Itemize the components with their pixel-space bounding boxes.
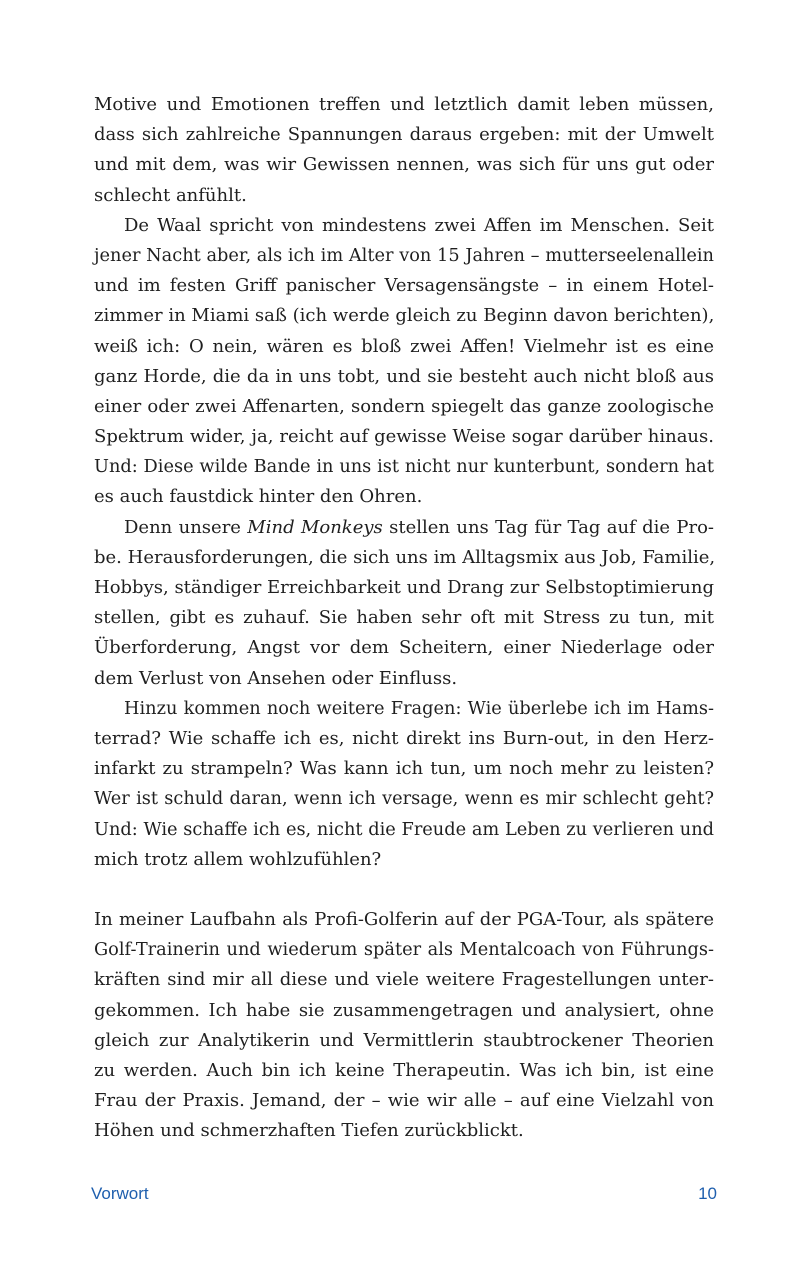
text-line: und im festen Griff panischer Versagensängste – in einem Hotel- — [94, 275, 714, 297]
text-line: In meiner Laufbahn als Profi-Golferin auf der PGA-Tour, als spätere — [94, 909, 714, 931]
book-title-italic: Mind Monkeys — [247, 516, 383, 538]
text-line: De Waal spricht von mindestens zwei Affen im Menschen. Seit — [124, 214, 714, 236]
text-line: terrad? Wie schaffe ich es, nicht direkt ins Burn-out, in den Herz- — [94, 727, 714, 749]
text-line: ganz Horde, die da in uns tobt, und sie besteht auch nicht bloß aus — [94, 365, 714, 387]
text-line: Und: Diese wilde Bande in uns ist nicht nur kunterbunt, sondern hat — [94, 457, 714, 478]
text-line: kräften sind mir all diese und viele weitere Fragestellungen unter- — [94, 969, 714, 991]
paragraph-gap — [94, 875, 714, 905]
text-line: zimmer in Miami saß (ich werde gleich zu Beginn davon berichten), — [94, 305, 715, 327]
text-line: weiß ich: O nein, wären es bloß zwei Affen! Vielmehr ist es eine — [94, 335, 714, 357]
text-line: schlecht anfühlt. — [94, 184, 247, 206]
text-run: Denn unsere — [124, 516, 248, 538]
text-line: dass sich zahlreiche Spannungen daraus ergeben: mit der Umwelt — [94, 124, 714, 146]
text-line: Spektrum wider, ja, reicht auf gewisse Weise sogar darüber hinaus. — [94, 426, 714, 448]
book-page-body — [94, 90, 714, 1147]
text-line: Golf-Trainerin und wiederum später als Mentalcoach von Führungs- — [94, 940, 714, 961]
text-line: und mit dem, was wir Gewissen nennen, was sich für uns gut oder — [94, 154, 714, 176]
text-line: dem Verlust von Ansehen oder Einfluss. — [94, 667, 458, 689]
text-line: Hinzu kommen noch weitere Fragen: Wie überlebe ich im Hams- — [124, 698, 714, 719]
text-line: Frau der Praxis. Jemand, der – wie wir alle – auf eine Vielzahl von — [94, 1090, 714, 1112]
page-number: 10 — [698, 1184, 717, 1203]
text-line: Und: Wie schaffe ich es, nicht die Freude am Leben zu verlieren und — [94, 819, 714, 840]
text-line: Hobbys, ständiger Erreichbarkeit und Drang zur Selbstoptimierung — [94, 577, 714, 598]
text-line: Höhen und schmerzhaften Tiefen zurückblickt. — [94, 1120, 524, 1142]
text-line: infarkt zu strampeln? Was kann ich tun, um noch mehr zu leisten? — [94, 758, 714, 780]
text-line: Motive und Emotionen treffen und letztlich damit leben müssen, — [94, 94, 714, 115]
text-line: Überforderung, Angst vor dem Scheitern, einer Niederlage oder — [94, 637, 714, 659]
page-footer — [91, 1184, 717, 1208]
text-line: es auch faustdick hinter den Ohren. — [94, 486, 423, 508]
text-line: be. Herausforderungen, die sich uns im Alltagsmix aus Job, Familie, — [94, 546, 716, 568]
text-line: stellen, gibt es zuhauf. Sie haben sehr oft mit Stress zu tun, mit — [94, 607, 714, 629]
text-line: mich trotz allem wohlzufühlen? — [94, 848, 382, 870]
text-run: stellen uns Tag für Tag auf die Pro- — [382, 516, 714, 538]
text-line: gleich zur Analytikerin und Vermittlerin staubtrockener Theorien — [94, 1029, 714, 1051]
text-line: zu werden. Auch bin ich keine Therapeutin. Was ich bin, ist eine — [94, 1060, 714, 1081]
text-line: einer oder zwei Affenarten, sondern spiegelt das ganze zoologische — [94, 395, 714, 417]
chapter-name: Vorwort — [91, 1184, 149, 1203]
text-line: Wer ist schuld daran, wenn ich versage, wenn es mir schlecht geht? — [94, 789, 714, 810]
text-line: jener Nacht aber, als ich im Alter von 15 Jahren – mutterseelenallein — [94, 245, 714, 266]
text-line: gekommen. Ich habe sie zusammengetragen und analysiert, ohne — [94, 999, 714, 1021]
text-line — [94, 513, 714, 543]
